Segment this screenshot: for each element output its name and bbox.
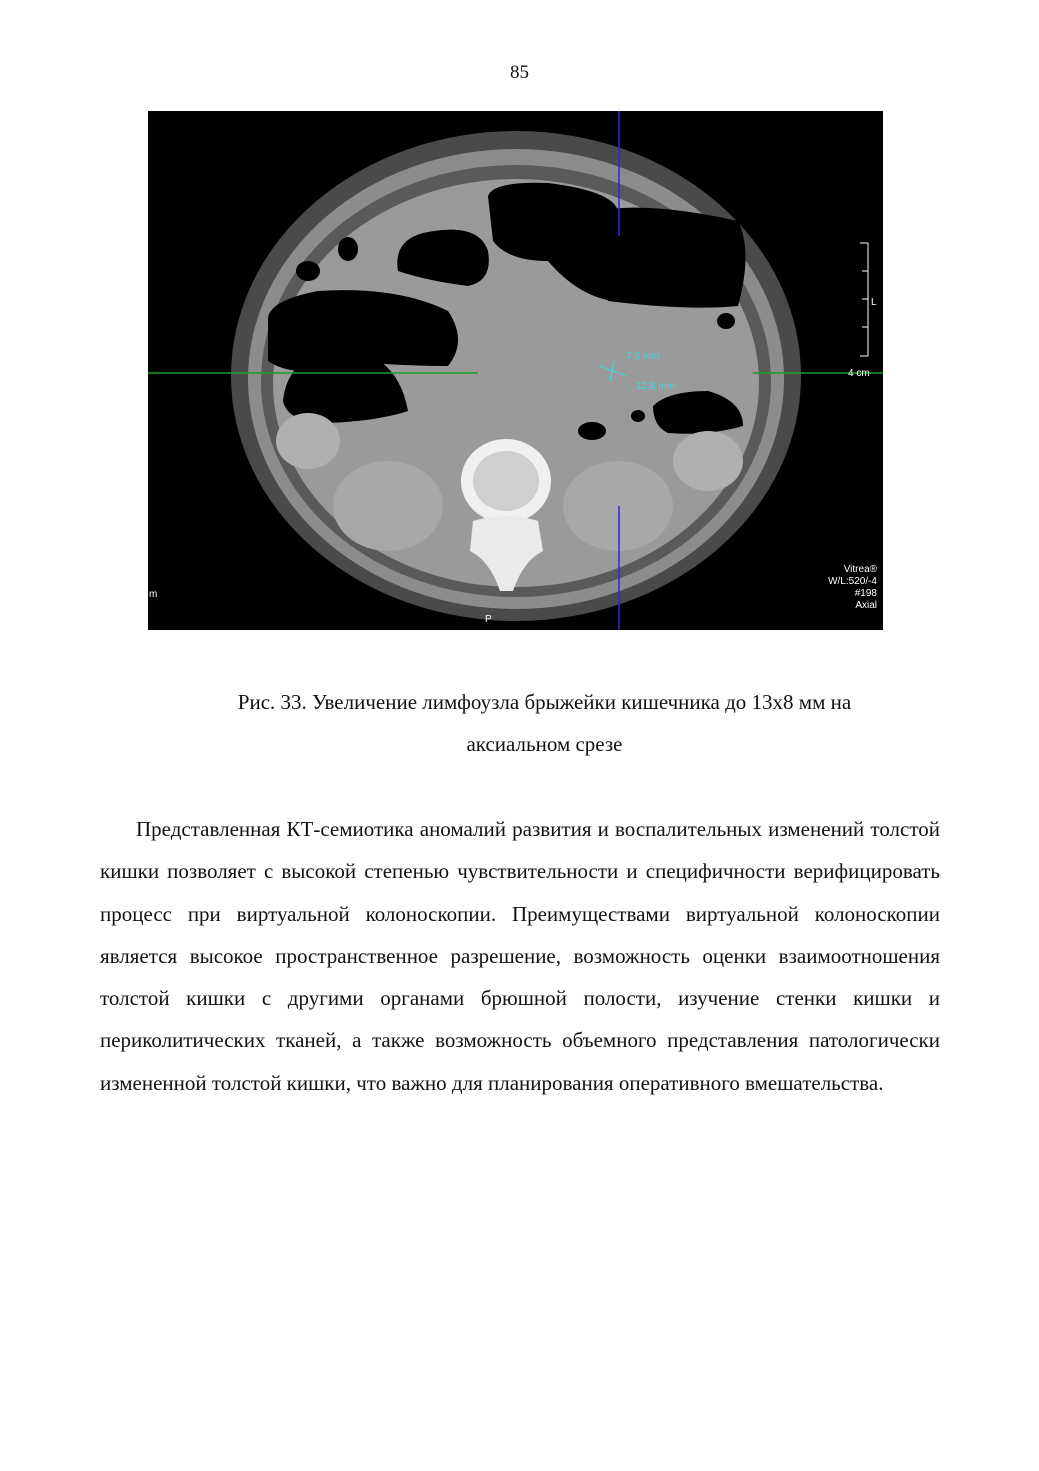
figure-caption-line-1: Рис. 33. Увеличение лимфоузла брыжейки кишечника до 13х8 мм на [237,690,852,714]
page-number: 85 [510,62,529,83]
ct-axial-image [148,111,883,630]
figure-caption-line-2: аксиальном срезе [466,732,623,756]
body-paragraph: Представленная КТ-семиотика аномалий развития и воспалительных изменений толстой кишки позволяет с высокой степенью чувствительности и специфичности верифицировать процесс при виртуальной колоноскопии. Преимуществами виртуальной колоноскопии является высокое пространственное разрешение, возможность оценки взаимоотношения толстой кишки с другими органами брюшной полости, изучение стенки кишки и периколитических тканей, а также возможность объемного представления патологически измененной толстой кишки, что важно для планирования оперативного вмешательства. [100,817,940,1095]
orientation-right-label: L [871,297,877,308]
ct-info-plane: Axial [855,600,877,611]
ct-info-slice-number: #198 [854,588,877,599]
ct-info-window-level: W/L:520/-4 [828,576,877,587]
scale-label: 4 cm [848,368,870,379]
measurement-label-short-axis: 7.6 mm [626,351,660,362]
ct-scan-drawing [148,111,883,630]
figure-caption [148,681,941,765]
ct-info-block [828,564,877,612]
ct-info-vendor: Vitrea® [843,564,877,575]
orientation-left-label: m [149,589,158,600]
orientation-bottom-label: P [485,614,492,625]
measurement-label-long-axis: 12.8 mm [636,381,675,392]
